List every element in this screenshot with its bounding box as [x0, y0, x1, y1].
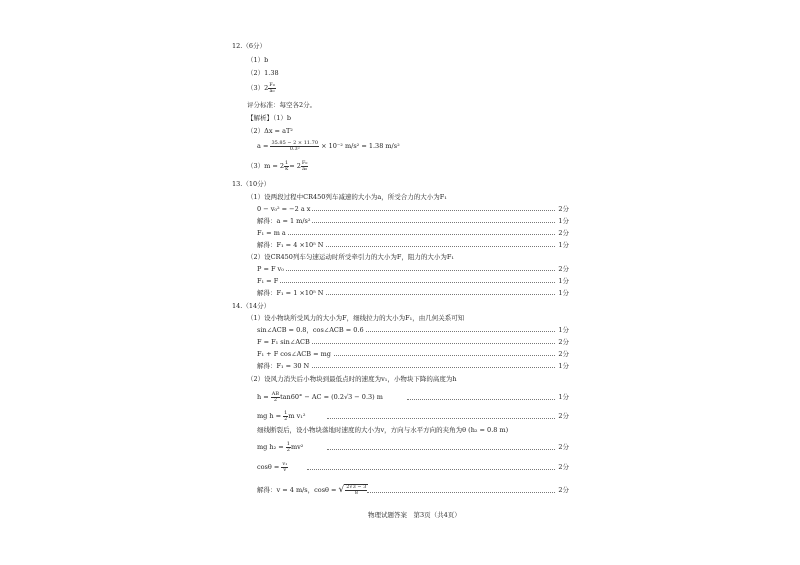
scoring-row — [257, 217, 569, 225]
points-label: 2分 — [558, 229, 569, 237]
points-label: 2分 — [556, 409, 569, 423]
q14-intro-2: （2）设风力消失后小物块到最低点时的速度为v₁，小物块下降的高度为h — [247, 375, 457, 383]
q14-row-final — [257, 482, 569, 498]
fraction-numerator: v₁ — [282, 460, 288, 467]
points-label: 1分 — [558, 277, 569, 285]
q12-part1: （1）b — [247, 56, 269, 64]
eq-suffix: tan60° − AC = (0.2√3 − 0.3) m — [280, 393, 383, 401]
points-label: 2分 — [556, 460, 569, 474]
equation-text: 解得：F₁ = 4 ×10⁵ N — [257, 241, 324, 249]
fraction-denominator: a₀ — [302, 165, 308, 172]
equation-text: 解得：F₁ = 30 N — [257, 362, 310, 370]
fraction-denominator: 8 — [354, 490, 358, 496]
points-label: 2分 — [556, 482, 569, 498]
scoring-row — [257, 289, 569, 297]
scoring-row — [257, 265, 569, 273]
points-label: 1分 — [558, 362, 569, 370]
fraction-numerator: 35.85 − 2 × 11.70 — [271, 139, 319, 146]
fraction-denominator: 2 — [286, 446, 290, 453]
points-label: 1分 — [556, 390, 569, 404]
fraction-numerator: 2√3 − 3 — [346, 484, 367, 490]
equation-text: P = F v₀ — [257, 265, 284, 273]
scoring-row — [257, 229, 569, 237]
leader-dots — [307, 464, 555, 470]
points-label: 2分 — [558, 350, 569, 358]
scoring-row — [257, 241, 569, 249]
leader-dots — [267, 229, 555, 235]
q12-part2: （2）1.38 — [247, 69, 279, 77]
q12-part3-prefix: （3）2 — [247, 84, 269, 92]
scoring-row — [257, 338, 569, 346]
points-label: 2分 — [558, 265, 569, 273]
eq-prefix: h = — [257, 393, 271, 401]
eq-suffix: m v₁² — [288, 412, 306, 420]
points-label: 2分 — [556, 440, 569, 454]
q12-scoring-rule: 评分标准：每空各2分。 — [247, 101, 317, 109]
fraction-numerator: F₀ — [301, 159, 308, 166]
q14-row-energy-eq — [257, 409, 307, 423]
fraction-denominator: k — [285, 165, 289, 172]
eq-prefix: mg h = — [257, 412, 284, 420]
points-label: 1分 — [558, 289, 569, 297]
scoring-row — [257, 205, 569, 213]
scoring-row — [257, 277, 569, 285]
calc-prefix: a = — [257, 142, 269, 150]
eq-prefix: 解得：v = 4 m/s，cosθ = — [257, 486, 339, 494]
eq-prefix: cosθ = — [257, 463, 282, 471]
page-footer: 物理试题答案 第3页（共4页） — [368, 511, 461, 519]
fraction-numerator: 1 — [286, 440, 290, 447]
equation-text: F₁ + F cos∠ACB = mg — [257, 350, 331, 358]
calc-suffix: × 10⁻² m/s² = 1.38 m/s² — [321, 142, 400, 150]
eq-fraction — [281, 462, 288, 473]
equation-text: F₁ = m a — [257, 229, 286, 237]
q14-row-cos — [257, 460, 569, 474]
sqrt-radicand — [344, 484, 368, 496]
q14-row-energy-2-eq — [257, 440, 305, 454]
fraction-denominator: v — [283, 466, 287, 473]
points-label: 2分 — [558, 338, 569, 346]
radicand-fraction — [345, 485, 367, 496]
scoring-row — [257, 350, 569, 358]
sqrt-sign-icon: √ — [338, 485, 345, 495]
q12-part3-fraction — [268, 83, 275, 94]
equation-text: 解得：F₁ = 1 ×10⁵ N — [257, 289, 324, 297]
q12-step2-calc — [257, 138, 400, 154]
fraction-numerator: F₀ — [269, 81, 275, 88]
q14-row-height-eq — [257, 390, 385, 404]
q14-intro-3: 细线断裂后，设小物块落地时速度的大小为v，方向与水平方向的夹角为θ (h₂ = 0.8 m) — [257, 426, 509, 434]
q13-intro-1: （1）设两段过程中CR450列车减速的大小为a，所受合力的大小为F₁ — [247, 193, 447, 201]
leader-dots — [267, 277, 555, 283]
leader-dots — [267, 265, 555, 271]
leader-dots — [407, 394, 555, 400]
fraction-denominator: 2 — [284, 415, 288, 422]
equation-text: F₁ = F — [257, 277, 279, 285]
fraction-denominator: 0.3² — [289, 145, 300, 152]
fraction-denominator: 2 — [273, 396, 277, 403]
q12-heading: 12.（6分） — [232, 42, 266, 50]
fraction-numerator: 1 — [285, 159, 289, 166]
q12-part3 — [247, 80, 276, 96]
q14-row-energy — [257, 409, 569, 423]
scoring-row — [257, 362, 569, 370]
step3-middle: = 2 — [289, 162, 301, 170]
scoring-row — [257, 326, 569, 334]
eq-fraction — [271, 392, 280, 403]
step3-prefix: （3）m = 2 — [247, 162, 285, 170]
fraction-numerator: 1 — [284, 409, 288, 416]
q14-row-final-eq — [257, 482, 370, 498]
points-label: 1分 — [558, 241, 569, 249]
fraction-numerator: AB — [271, 390, 280, 397]
q14-intro-1: （1）设小物块所受风力的大小为F，细线拉力的大小为F₁，由几何关系可知 — [247, 314, 465, 322]
points-label: 1分 — [558, 217, 569, 225]
q13-intro-2: （2）设CR450列车匀速运动时所受牵引力的大小为F，阻力的大小为F₁ — [247, 253, 455, 261]
leader-dots — [367, 487, 555, 493]
points-label: 2分 — [558, 205, 569, 213]
q12-calc-fraction — [270, 141, 319, 152]
eq-prefix: mg h₂ = — [257, 443, 286, 451]
fraction-denominator: a₀ — [269, 87, 275, 94]
q13-heading: 13.（10分） — [232, 180, 271, 188]
equation-text: 解得：a = 1 m/s² — [257, 217, 311, 225]
equation-text: 0 − v₀² = −2 a x — [257, 205, 311, 213]
step3-fraction-2 — [301, 161, 308, 172]
q14-row-cos-eq — [257, 460, 290, 474]
eq-suffix: mv² — [290, 443, 304, 451]
equation-text: F = F₁ sin∠ACB — [257, 338, 310, 346]
q12-step2-formula: （2）Δx = aT² — [247, 127, 293, 135]
equation-text: sin∠ACB = 0.8，cos∠ACB = 0.6 — [257, 326, 364, 334]
q14-heading: 14.（14分） — [232, 302, 271, 310]
leader-dots — [327, 444, 555, 450]
q12-analysis: 【解析】（1）b — [247, 114, 292, 122]
points-label: 1分 — [558, 326, 569, 334]
q14-row-height — [257, 390, 569, 404]
q12-step3 — [247, 158, 308, 174]
leader-dots — [327, 413, 555, 419]
q14-row-energy-2 — [257, 440, 569, 454]
